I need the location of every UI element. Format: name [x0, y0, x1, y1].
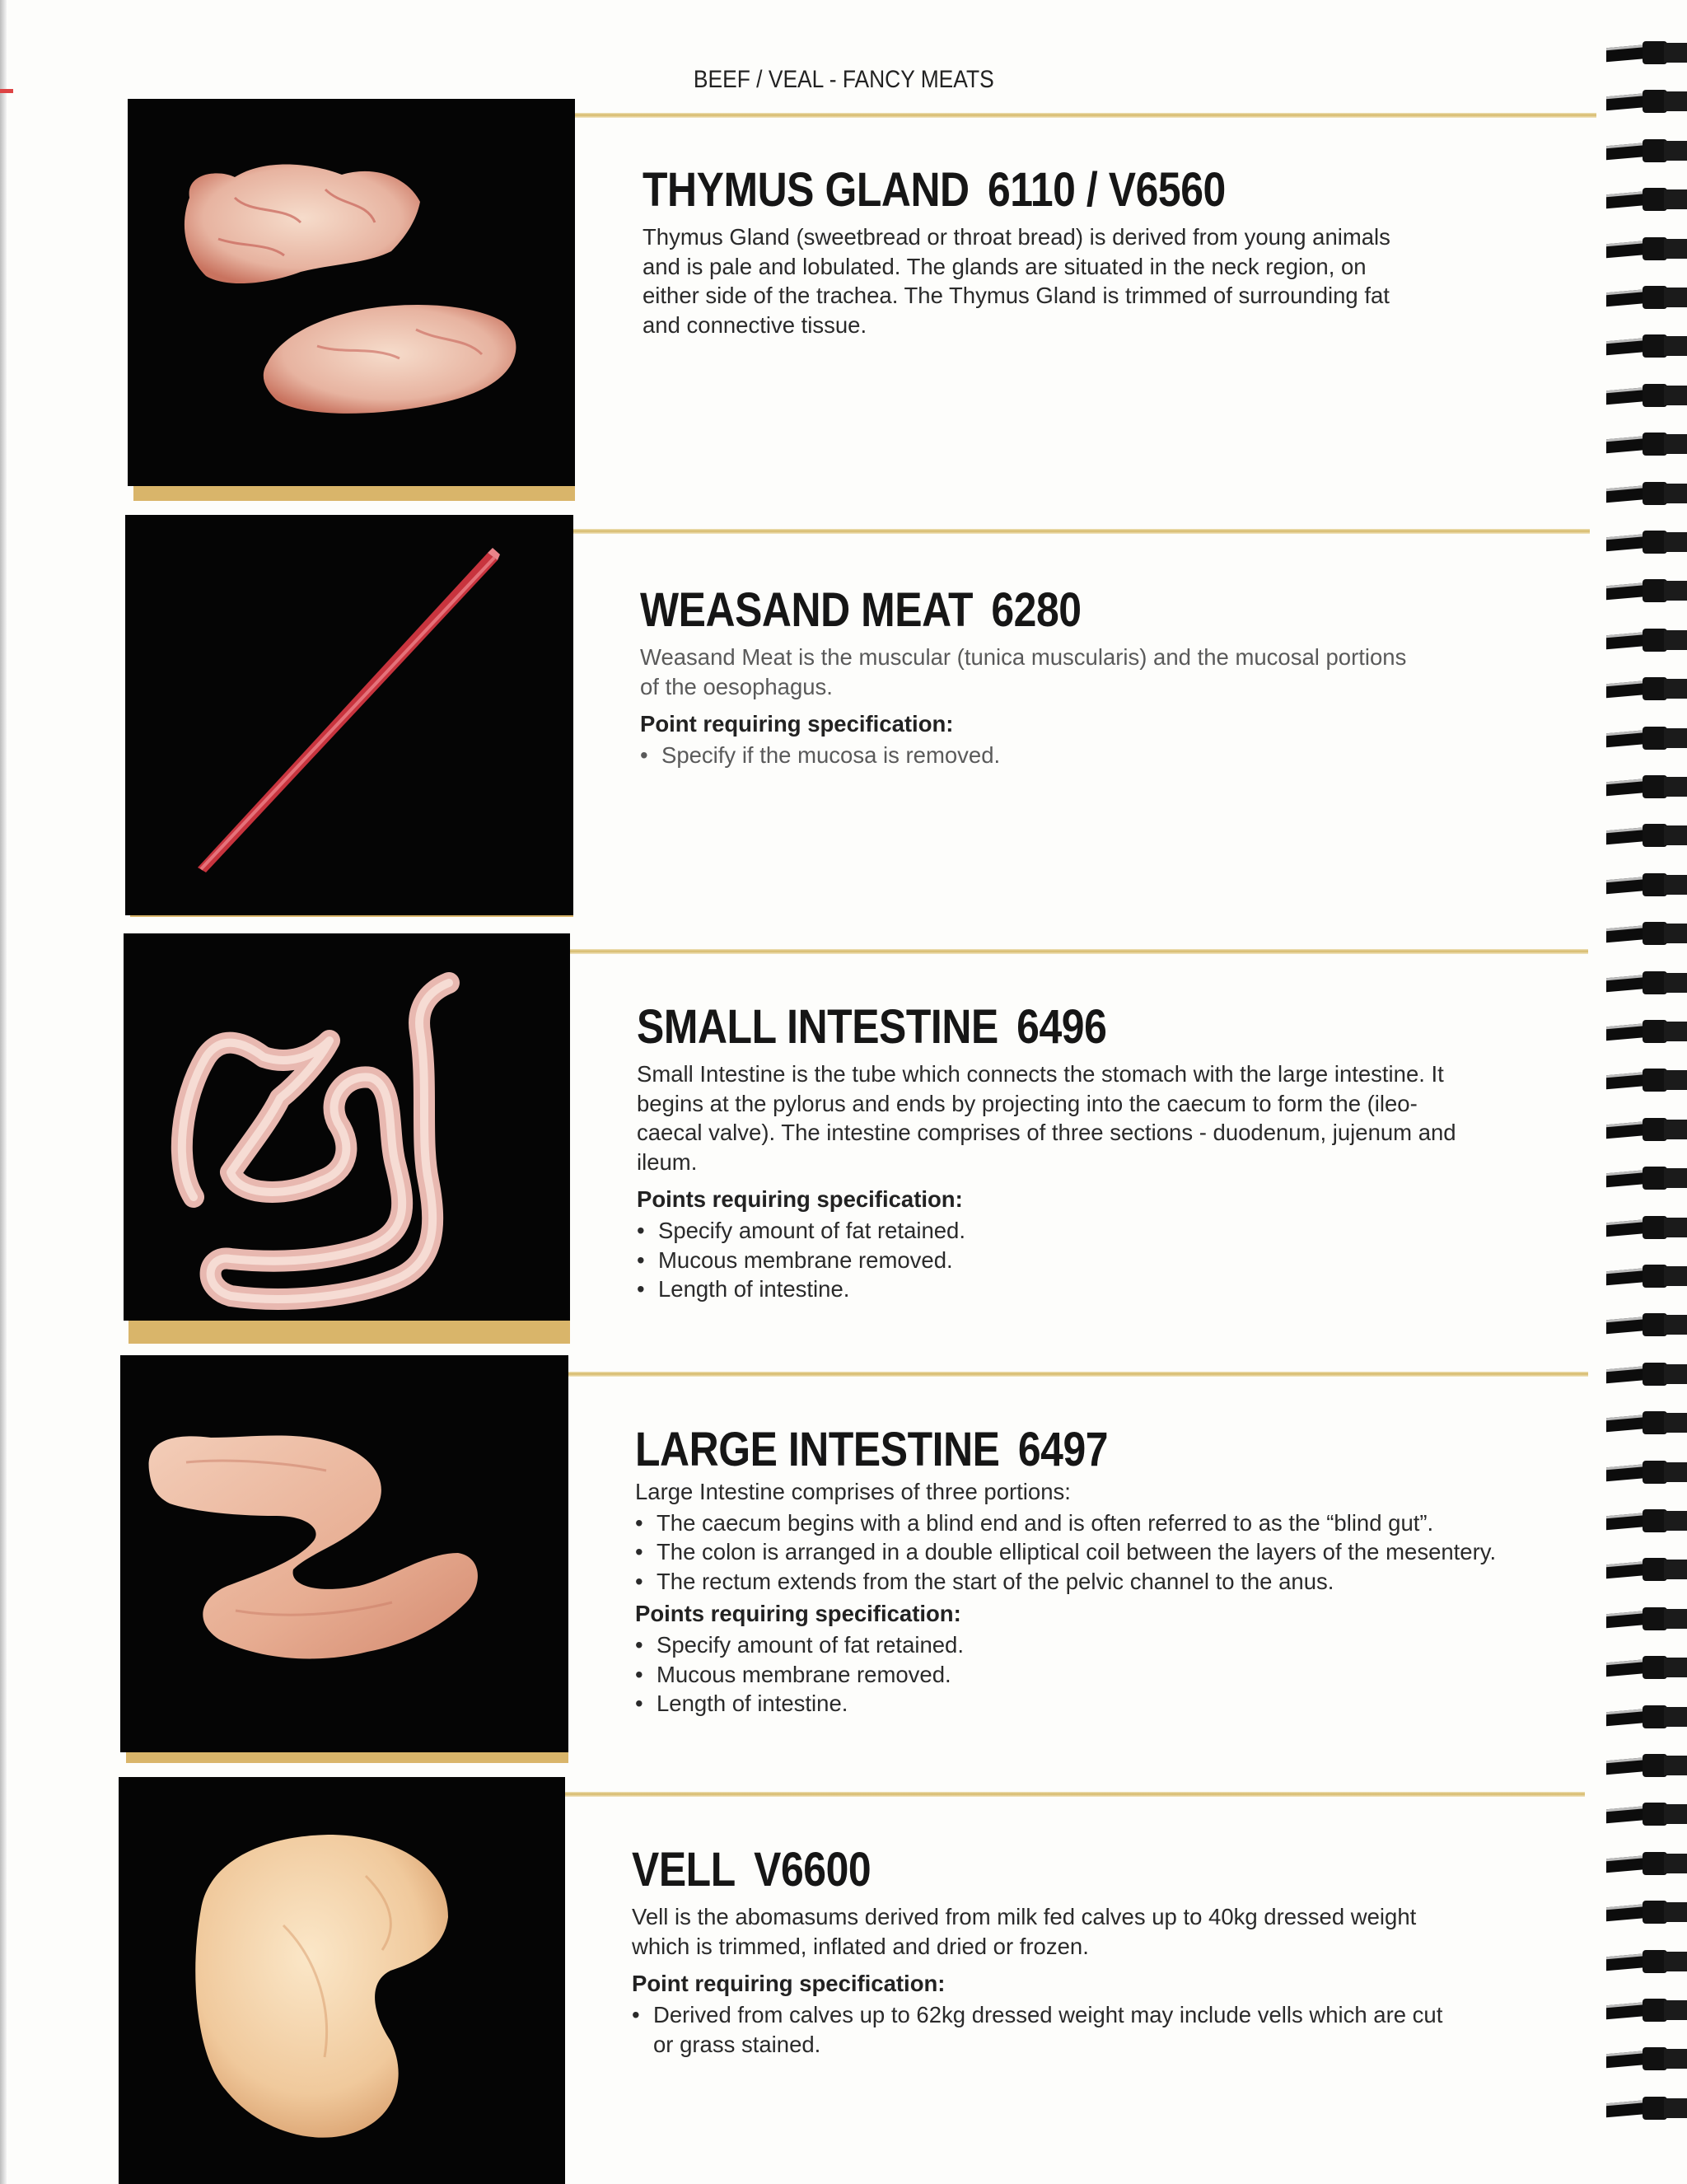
- binding-ring: [1606, 1118, 1687, 1141]
- binding-ring: [1606, 482, 1687, 505]
- binding-ring: [1606, 1607, 1687, 1630]
- binding-ring: [1606, 1852, 1687, 1875]
- spec-list: [632, 2000, 1464, 2059]
- spec-heading: Point requiring specification:: [640, 711, 954, 737]
- body-list: [635, 1508, 1525, 1597]
- binding-ring: [1606, 1901, 1687, 1924]
- spec-item: • Length of intestine.: [637, 1274, 1559, 1304]
- section-body: Thymus Gland (sweetbread or throat bread) is derived from young animals and is pale and lobulated. The glands are situated in the neck region, on either side of the trachea. The Thymus Gland is trimmed of surrounding fat and connective tissue.: [643, 224, 1390, 338]
- binding-ring: [1606, 1558, 1687, 1581]
- vell-illustration: [119, 1777, 565, 2184]
- spec-item: • Mucous membrane removed.: [635, 1660, 1607, 1690]
- weasand-meat-photo: [125, 515, 573, 915]
- title-code: 6110 / V6560: [987, 163, 1226, 217]
- binding-ring: [1606, 334, 1687, 358]
- small-intestine-text: [637, 1000, 1559, 1304]
- binding-ring: [1606, 922, 1687, 945]
- section-title: [635, 1423, 1471, 1477]
- binding-ring: [1606, 531, 1687, 554]
- weasand-meat-text: [640, 583, 1546, 770]
- page-header-title: BEEF / VEAL - FANCY MEATS: [693, 66, 994, 93]
- binding-ring: [1606, 2097, 1687, 2120]
- binding-ring: [1606, 433, 1687, 456]
- section-divider: [573, 529, 1590, 534]
- title-code: 6497: [1017, 1423, 1109, 1476]
- binding-ring: [1606, 677, 1687, 700]
- section-title: [637, 1000, 1430, 1055]
- section-body: Weasand Meat is the muscular (tunica muscularis) and the mucosal portions of the oesophagus.: [640, 644, 1407, 699]
- section-body: Large Intestine comprises of three portions:: [635, 1479, 1071, 1504]
- binding-ring: [1606, 824, 1687, 847]
- spec-item: • Specify if the mucosa is removed.: [640, 741, 1546, 770]
- spec-heading: Points requiring specification:: [635, 1601, 961, 1626]
- section-divider: [565, 1792, 1585, 1797]
- binding-ring: [1606, 237, 1687, 260]
- thymus-gland-photo: [128, 99, 575, 486]
- binding-ring: [1606, 1167, 1687, 1190]
- spec-heading: Point requiring specification:: [632, 1971, 946, 1996]
- binding-ring: [1606, 1069, 1687, 1092]
- body-item: • The colon is arranged in a double elliptical coil between the layers of the mesentery.: [635, 1537, 1525, 1567]
- page-header: [0, 66, 1687, 94]
- binding-ring: [1606, 1363, 1687, 1386]
- small-intestine-photo: [124, 933, 570, 1321]
- section-title: [632, 1843, 1439, 1897]
- title-code: 6280: [991, 583, 1082, 637]
- title-name: VELL: [632, 1843, 736, 1896]
- small-intestine-illustration: [124, 933, 570, 1321]
- large-intestine-text: [635, 1423, 1607, 1719]
- binding-ring: [1606, 1020, 1687, 1043]
- binding-ring: [1606, 1461, 1687, 1484]
- large-intestine-photo: [120, 1355, 568, 1752]
- binding-ring: [1606, 727, 1687, 750]
- spec-item: • Mucous membrane removed.: [637, 1246, 1559, 1275]
- binding-ring: [1606, 2047, 1687, 2070]
- section-divider: [570, 949, 1588, 954]
- title-name: SMALL INTESTINE: [637, 1000, 998, 1054]
- section-body: Vell is the abomasums derived from milk fed calves up to 40kg dressed weight which is trimmed, inflated and dried or frozen.: [632, 1904, 1417, 1959]
- spiral-binding: [1606, 41, 1687, 2183]
- binding-ring: [1606, 1950, 1687, 1973]
- binding-ring: [1606, 1313, 1687, 1336]
- spec-item: • Length of intestine.: [635, 1689, 1607, 1719]
- title-name: THYMUS GLAND: [643, 163, 970, 217]
- binding-ring: [1606, 775, 1687, 798]
- binding-ring: [1606, 1216, 1687, 1239]
- section-body: Small Intestine is the tube which connects the stomach with the large intestine. It begins at the pylorus and ends by projecting into the caecum to form the (ileo-caecal valve). The intestine comprises of three sections - duodenum, jujenum and ileum.: [637, 1061, 1456, 1175]
- binding-ring: [1606, 1265, 1687, 1288]
- body-item: • The rectum extends from the start of the pelvic channel to the anus.: [635, 1567, 1525, 1597]
- section-divider: [568, 1372, 1588, 1377]
- binding-ring: [1606, 286, 1687, 309]
- thymus-gland-illustration: [128, 99, 575, 486]
- binding-ring: [1606, 90, 1687, 113]
- spec-item: • Derived from calves up to 62kg dressed weight may include vells which are cut or grass stained.: [632, 2000, 1464, 2059]
- title-name: WEASAND MEAT: [640, 583, 974, 637]
- binding-ring: [1606, 1754, 1687, 1777]
- weasand-meat-illustration: [125, 515, 573, 915]
- binding-ring: [1606, 139, 1687, 162]
- spec-list: [637, 1216, 1559, 1304]
- section-title: [640, 583, 1419, 638]
- binding-ring: [1606, 579, 1687, 602]
- vell-photo: [119, 1777, 565, 2184]
- spec-item: • Specify amount of fat retained.: [635, 1630, 1607, 1660]
- title-name: LARGE INTESTINE: [635, 1423, 1000, 1476]
- spec-list: [640, 741, 1546, 770]
- binding-ring: [1606, 629, 1687, 652]
- binding-ring: [1606, 1509, 1687, 1532]
- binding-ring: [1606, 188, 1687, 211]
- binding-ring: [1606, 41, 1687, 64]
- section-title: [643, 163, 1422, 217]
- body-item: • The caecum begins with a blind end and is often referred to as the “blind gut”.: [635, 1508, 1525, 1538]
- thymus-gland-text: [643, 163, 1549, 339]
- binding-ring: [1606, 1999, 1687, 2022]
- binding-ring: [1606, 1803, 1687, 1826]
- spec-heading: Points requiring specification:: [637, 1186, 963, 1212]
- binding-ring: [1606, 1656, 1687, 1679]
- binding-ring: [1606, 1705, 1687, 1728]
- title-code: V6600: [754, 1843, 872, 1896]
- page-left-edge: [0, 0, 7, 2184]
- vell-text: [632, 1843, 1571, 2059]
- section-divider: [575, 113, 1596, 118]
- large-intestine-illustration: [120, 1355, 568, 1752]
- binding-ring: [1606, 873, 1687, 896]
- spec-item: • Specify amount of fat retained.: [637, 1216, 1559, 1246]
- title-code: 6496: [1016, 1000, 1107, 1054]
- binding-ring: [1606, 1411, 1687, 1434]
- spec-list: [635, 1630, 1607, 1719]
- binding-ring: [1606, 971, 1687, 994]
- binding-ring: [1606, 384, 1687, 407]
